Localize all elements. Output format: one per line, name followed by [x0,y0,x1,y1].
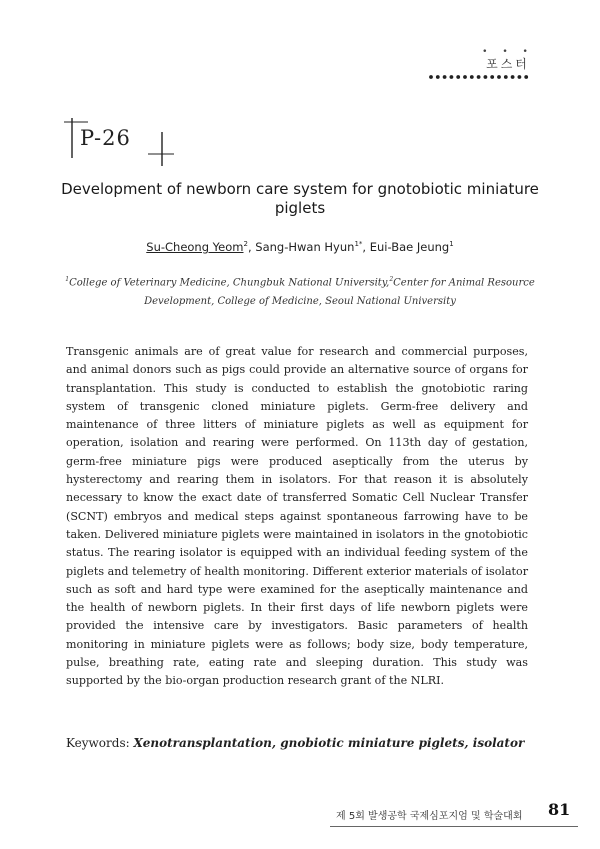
author-name: Sang-Hwan Hyun [255,239,355,254]
section-label [478,48,538,72]
rule-dot [484,75,488,79]
abstract-body: Transgenic animals are of great value for research and commercial purposes, and animal donors such as pigs could provide an alternative source of organs for transplantation. This study is conducted to establish the gnotobiotic raring system of transgenic cloned miniature piglets. Germ-free delivery and maintenance of three litters of miniature piglets as well as equipment for operation, isolation and rearing were performed. On 113th day of gestation, germ-free miniature pigs were produced aseptically from the uterus by hysterectomy and rearing them in isolators. For that reason it is absolutely necessary to know the exact date of transferred Somatic Cell Nuclear Transfer (SCNT) embryos and medical steps against spontaneous farrowing have to be taken. Delivered miniature piglets were maintained in isolators in the gnotobiotic status. The rearing isolator is equipped with an individual feeding system of the piglets and telemetry of health monitoring. Different exterior materials of isolator such as soft and hard type were examined for the aseptically maintenance and the health of newborn piglets. In their first days of life newborn piglets were provided the intensive care by investigators. Basic parameters of health monitoring in miniature piglets were as follows; body size, body temperature, pulse, breathing rate, eating rate and sleeping duration. This study was supported by the bio-organ production research grant of the NLRI. [66,345,528,688]
author-list [60,236,540,255]
author-sup: 1 [449,240,454,248]
affiliation-text: Center for Animal Resource Development, College of Medicine, Seoul National University [144,277,535,308]
section-dots: • • • [482,47,534,57]
affiliation-text: College of Veterinary Medicine, Chungbuk National University, [69,277,390,289]
rule-dot [511,75,515,79]
affiliation-sup: 2 [389,276,394,283]
rule-dot [504,75,508,79]
rule-dot [490,75,494,79]
author-sep: , [362,239,370,254]
keywords [66,736,536,750]
author-sep: , [247,239,256,254]
rule-dot [443,75,447,79]
keywords-values: Xenotransplantation, gnobiotic miniature piglets, isolator [133,736,525,750]
author-name: Eui-Bae Jeung [369,239,450,254]
paper-title: Development of newborn care system for gnotobiotic miniature piglets [61,180,539,217]
affiliation-sup: 1 [65,276,70,283]
author-name: Su-Cheong Yeom [146,239,244,254]
rule-dot [470,75,474,79]
keywords-label: Keywords: [66,736,130,750]
author-sup: 2 [243,240,248,248]
rule-dot [456,75,460,79]
page-number: 81 [548,800,571,819]
footer-text: 제 5회 발생공학 국제심포지엄 및 학술대회 [336,811,523,822]
poster-code: P-26 [80,126,131,150]
rule-dot [436,75,440,79]
rule-dot [497,75,501,79]
author-sup: 1* [354,240,363,248]
poster-code-box [64,118,174,166]
footer-rule [330,826,578,827]
affiliations [60,270,540,311]
rule-dot [429,75,433,79]
rule-dot [518,75,522,79]
dotted-rule [428,74,530,80]
section-name: 포스터 [486,57,530,71]
rule-dot [477,75,481,79]
rule-dot [450,75,454,79]
rule-dot [524,75,528,79]
rule-dot [463,75,467,79]
